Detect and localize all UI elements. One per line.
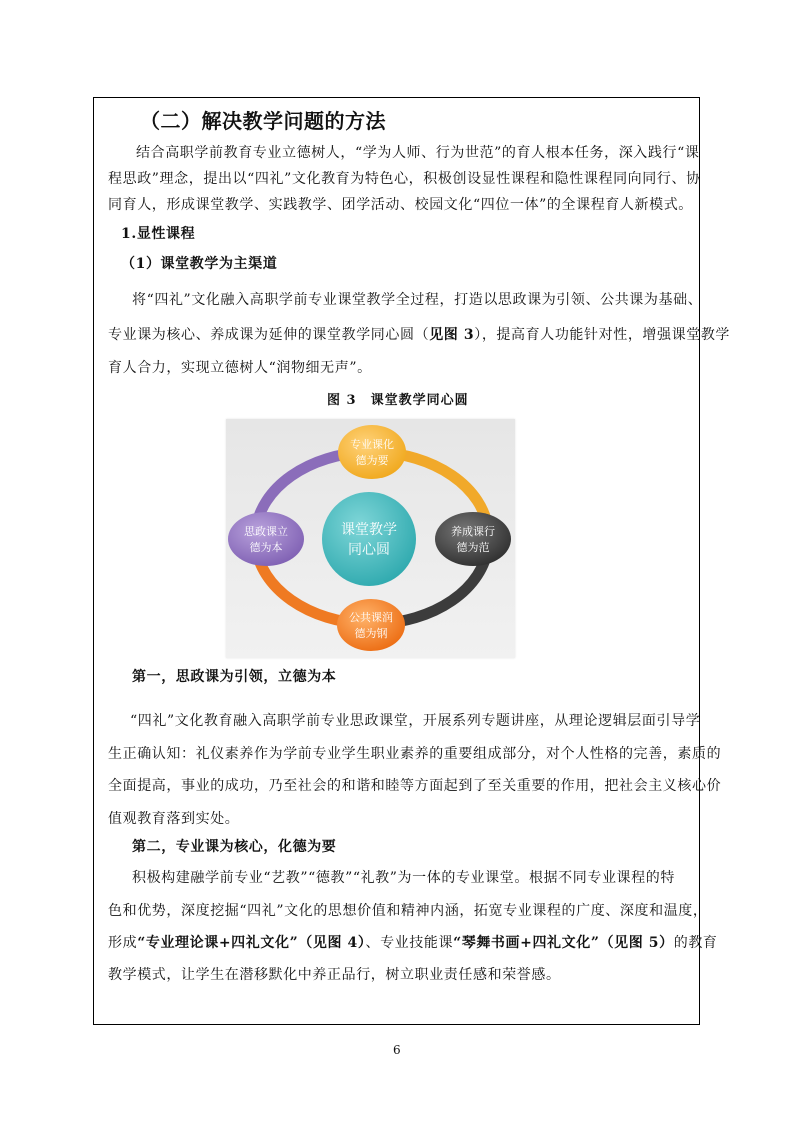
section-title: （二）解决教学问题的方法 [140,109,386,133]
center-label-line-2: 同心圆 [348,542,390,558]
point1-line-4: 值观教育落到实处。 [108,811,240,827]
point1-line-2: 生正确认知：礼仪素养作为学前专业学生职业素养的重要组成部分，对个人性格的完善，素质的 [108,746,722,762]
node-left-line-2: 德为本 [249,541,283,554]
diagram-svg [226,419,515,658]
figure-4-reference: “专业理论课+四礼文化”（见图 4） [137,935,366,951]
page-number: 6 [393,1043,401,1057]
point2-title: 第二，专业课为核心，化德为要 [132,839,337,855]
figure-5-reference: “琴舞书画+四礼文化”（见图 5） [453,935,674,951]
node-bottom-line-1: 公共课润 [349,611,393,624]
intro-line-3: 同育人，形成课堂教学、实践教学、团学活动、校园文化“四位一体”的全课程育人新模式。 [108,197,693,213]
heading-classroom-teaching: （1）课堂教学为主渠道 [121,256,278,272]
para1-line-2-text: 专业课为核心、养成课为延伸的课堂教学同心圆（ [108,327,430,343]
node-top-line-2: 德为要 [355,454,389,467]
heading-explicit-course: 1.显性课程 [121,226,196,242]
point2-line-3 [108,932,718,952]
node-right-line-2: 德为范 [456,541,490,554]
point2-line-1: 积极构建融学前专业“艺教”“德教”“礼教”为一体的专业课堂。根据不同专业课程的特 [132,870,675,886]
figure-3-reference: 见图 3 [429,327,475,343]
point2-line-3-e: 的教育 [673,935,718,951]
point2-line-3-c: 、专业技能课 [365,935,454,951]
point1-title: 第一，思政课为引领，立德为本 [132,669,337,685]
point2-line-2: 色和优势，深度挖掘“四礼”文化的思想价值和精神内涵，拓宽专业课程的广度、深度和温度， [108,903,708,919]
node-bottom-line-2: 德为钢 [354,627,388,640]
node-top [338,425,406,479]
center-circle [322,492,416,586]
point2-line-4: 教学模式，让学生在潜移默化中养正品行，树立职业责任感和荣誉感。 [108,967,561,983]
point2-line-3-a: 形成 [108,935,138,951]
node-bottom [337,599,405,651]
node-left-line-1: 思政课立 [244,525,288,538]
node-left [228,512,304,566]
intro-line-1: 结合高职学前教育专业立德树人，“学为人师、行为世范”的育人根本任务，深入践行“课 [136,145,700,161]
para1-line-1: 将“四礼”文化融入高职学前专业课堂教学全过程，打造以思政课为引领、公共课为基础、 [132,292,703,308]
intro-line-2: 程思政”理念，提出以“四礼”文化教育为特色心，积极创设显性课程和隐性课程同向同行、协 [108,171,701,187]
point1-line-1: “四礼”文化教育融入高职学前专业思政课堂，开展系列专题讲座，从理论逻辑层面引导学 [130,713,701,729]
para1-line-2 [108,324,730,344]
figure-caption: 图 3 课堂教学同心圆 [327,393,469,408]
node-right [435,512,511,566]
center-label-line-1: 课堂教学 [341,522,397,538]
para1-line-3: 育人合力，实现立德树人“润物细无声”。 [108,360,372,376]
point1-line-3: 全面提高，事业的成功，乃至社会的和谐和睦等方面起到了至关重要的作用，把社会主义核心价 [108,778,722,794]
para1-line-2-tail: ），提高育人功能针对性，增强课堂教学 [474,327,731,343]
node-top-line-1: 专业课化 [350,438,394,451]
node-right-line-1: 养成课行 [451,525,495,538]
concentric-circle-diagram [226,419,515,658]
